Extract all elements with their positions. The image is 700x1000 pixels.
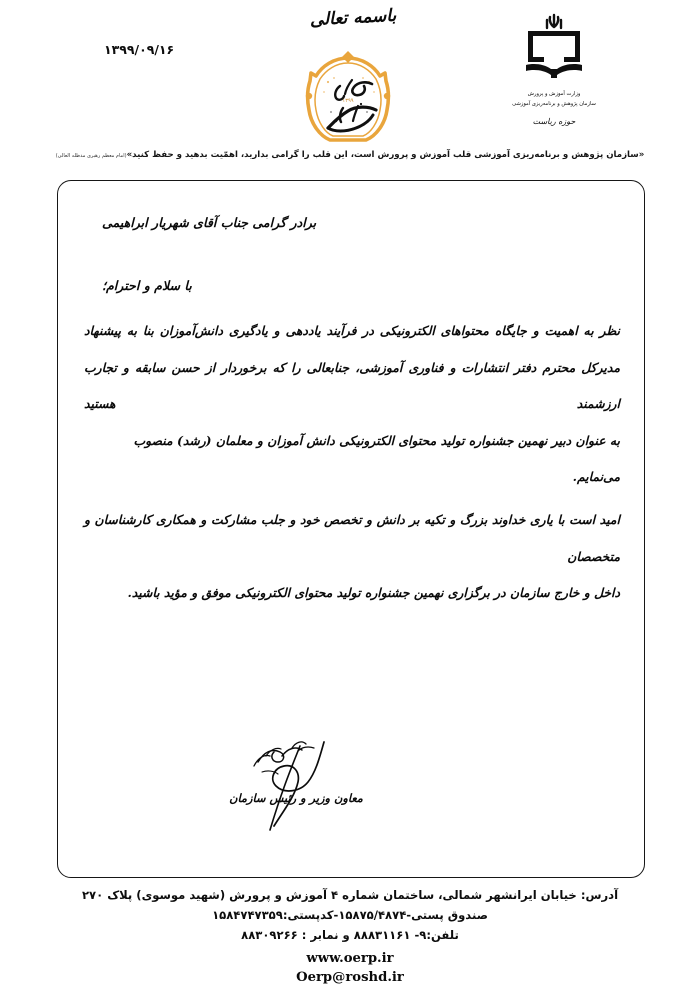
letter-date: ۱۳۹۹/۰۹/۱۶: [104, 42, 175, 57]
ministry-department: حوزه ریاست: [532, 117, 576, 127]
letter-greeting: با سلام و احترام؛: [102, 278, 192, 293]
letter-salutation: برادر گرامی جناب آقای شهریار ابراهیمی: [102, 215, 317, 230]
ministry-logo-block: [496, 12, 612, 132]
ministry-emblem-icon: [516, 12, 592, 88]
svg-text:۱۳۹۹: ۱۳۹۹: [342, 98, 354, 104]
basmala-text: باسمه تعالی: [309, 5, 397, 31]
organization-motto: [0, 150, 700, 160]
letter-body: [58, 181, 646, 879]
paragraph1-line1: نظر به اهمیت و جایگاه محتواهای الکترونیکی در فرآیند یاددهی و یادگیری دانش‌آموزان بنا به پیشنهاد: [84, 323, 620, 338]
letter-frame: [57, 180, 645, 878]
letter-paragraph-2: [84, 502, 620, 612]
signature-block: [176, 726, 416, 805]
signature-title: معاون وزیر و رئیس سازمان: [229, 791, 363, 805]
footer-phone: تلفن:۹- ۸۸۸۳۱۱۶۱ و نمابر : ۸۸۳۰۹۲۶۶: [241, 927, 459, 942]
footer-address: آدرس: خیابان ایرانشهر شمالی، ساختمان شماره ۴ آموزش و پرورش (شهید موسوی) پلاک ۲۷۰: [81, 888, 619, 902]
letter-paragraph-1: [84, 313, 620, 496]
motto-attribution: (امام معظم رهبری مدظله العالی): [55, 153, 127, 159]
footer-website[interactable]: www.oerp.ir: [306, 950, 394, 966]
ministry-caption-line1: وزارت آموزش و پرورش: [527, 91, 581, 97]
paragraph1-line2: مدیرکل محترم دفتر انتشارات و فناوری آموزشی، جنابعالی را که برخوردار از حسن سابقه و تجارب ارزشمند هستید: [84, 359, 620, 412]
motto-text: «سازمان پژوهش و برنامه‌ریزی آموزشی قلب آموزش و پرورش است، این قلب را گرامی بدارید، اهمّیت بدهید و حفظ کنید»: [126, 150, 645, 160]
footer-postal: صندوق پستی-۱۵۸۷۵/۴۸۷۴-کدپستی:۱۵۸۴۷۴۷۳۵۹: [212, 907, 488, 922]
ministry-caption-line2: سازمان پژوهش و برنامه‌ریزی آموزشی: [512, 101, 596, 108]
paragraph2-line2: داخل و خارج سازمان در برگزاری نهمین جشنواره تولید محتوای الکترونیکی موفق و مؤید باشید.: [127, 585, 620, 601]
paragraph1-line3: به عنوان دبیر نهمین جشنواره تولید محتوای الکترونیکی دانش آموزان و معلمان (رشد) منصوب می‌نمایم.: [133, 432, 620, 485]
jahesh-tolid-emblem-icon: [288, 48, 408, 144]
handwritten-signature-icon: [196, 726, 396, 831]
footer-email[interactable]: Oerp@roshd.ir: [296, 970, 404, 986]
letterhead-header: [0, 0, 700, 150]
letter-footer: [0, 886, 700, 988]
paragraph2-line1: امید است با یاری خداوند بزرگ و تکیه بر دانش و تخصص خود و جلب مشارکت و همکاری کارشناسان و متخصصان: [84, 511, 620, 564]
